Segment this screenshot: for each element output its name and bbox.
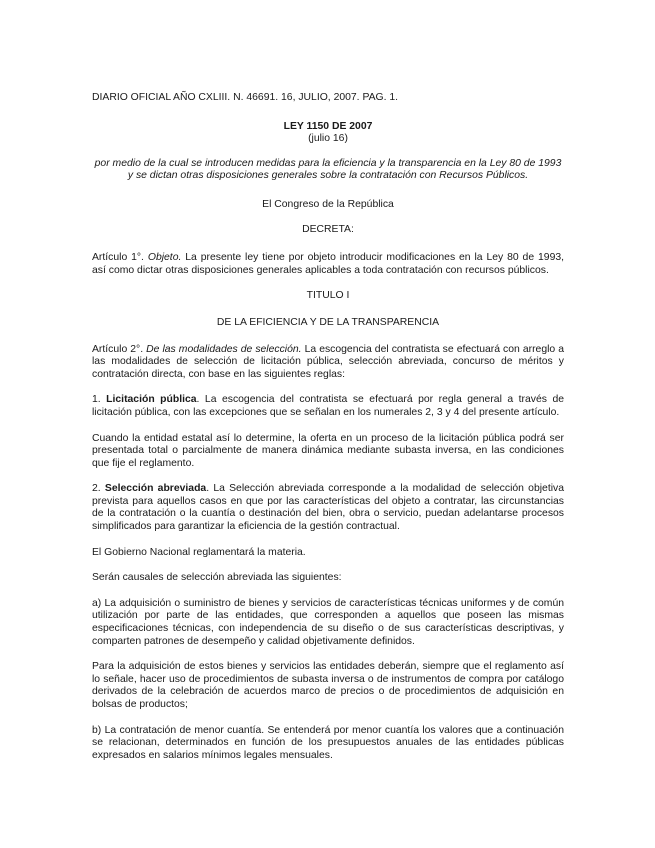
article-1 <box>92 252 564 277</box>
item-1-text: . La escogencia del contratista se efectuará por regla general a través de licitación pública, con las excepciones que se señalan en los numerales 2, 3 y 4 del presente artículo. <box>92 394 565 418</box>
titulo-number: TITULO I <box>306 290 350 302</box>
item-1-paragraph-2: Cuando la entidad estatal así lo determine, la oferta en un proceso de la licitación pública podrá ser presentada total o parcialmente de manera dinámica mediante subasta inversa, en las condiciones que fije el reglamento. <box>92 432 564 469</box>
item-2-name: Selección abreviada <box>104 483 207 495</box>
item-1 <box>92 394 564 419</box>
item-2 <box>92 483 564 533</box>
item-1-num: 1. <box>92 394 101 406</box>
congress-line: El Congreso de la República <box>262 198 394 210</box>
article-2-text: La escogencia del contratista se efectuará con arreglo a las modalidades de selección de licitación pública, selección abreviada, concurso de méritos y contratación directa, con base en las siguientes reglas: <box>92 343 565 380</box>
law-date: (julio 16) <box>308 133 348 145</box>
article-1-name: Objeto. <box>147 252 182 264</box>
law-title: LEY 1150 DE 2007 <box>283 120 373 132</box>
article-1-lead: Artículo 1°. <box>92 252 144 264</box>
causal-a: a) La adquisición o suministro de bienes y servicios de características técnicas uniformes y de común utilización por parte de las entidades, que corresponden a aquellos que poseen las mismas especificaciones técnicas, con independencia de su diseño o de sus características descriptivas, y comparten patrones de desempeño y calidad objetivamente definidos. <box>92 597 564 647</box>
titulo-name: DE LA EFICIENCIA Y DE LA TRANSPARENCIA <box>216 316 440 328</box>
decreta-line: DECRETA: <box>302 223 354 235</box>
law-summary: por medio de la cual se introducen medidas para la eficiencia y la transparencia en la Ley 80 de 1993 y se dictan otras disposiciones generales sobre la contratación con Recursos Públicos. <box>94 157 562 182</box>
gobierno-paragraph: El Gobierno Nacional reglamentará la materia. <box>92 546 306 558</box>
article-2 <box>92 344 564 382</box>
document-page <box>92 92 564 775</box>
article-1-text: La presente ley tiene por objeto introducir modificaciones en la Ley 80 de 1993, así como dictar otras disposiciones generales aplicables a toda contratación con recursos públicos. <box>92 252 565 276</box>
item-2-num: 2. <box>92 483 101 495</box>
causales-paragraph: Serán causales de selección abreviada las siguientes: <box>92 572 342 584</box>
causal-a-paragraph-2: Para la adquisición de estos bienes y servicios las entidades deberán, siempre que el reglamento así lo señale, hacer uso de procedimientos de subasta inversa o de instrumentos de compra por catálogo derivados de la celebración de acuerdos marco de precios o de procedimientos de adquisición en bolsas de productos; <box>92 661 564 710</box>
item-2-text: . La Selección abreviada corresponde a la modalidad de selección objetiva prevista para aquellos casos en que por las características del objeto a contratar, las circunstancias de la contratación o la cuantía o destinación del bien, obra o servicio, puedan adelantarse procesos simplificados para garantizar la eficiencia de la gestión contractual. <box>92 483 564 533</box>
article-2-lead: Artículo 2°. <box>92 343 144 355</box>
gazette-header: DIARIO OFICIAL AÑO CXLIII. N. 46691. 16, JULIO, 2007. PAG. 1. <box>92 92 399 103</box>
item-1-name: Licitación pública <box>106 394 197 406</box>
article-2-name: De las modalidades de selección. <box>146 343 302 355</box>
causal-b: b) La contratación de menor cuantía. Se entenderá por menor cuantía los valores que a continuación se relacionan, determinados en función de los presupuestos anuales de las entidades públicas expresados en salarios mínimos legales mensuales. <box>92 724 564 761</box>
